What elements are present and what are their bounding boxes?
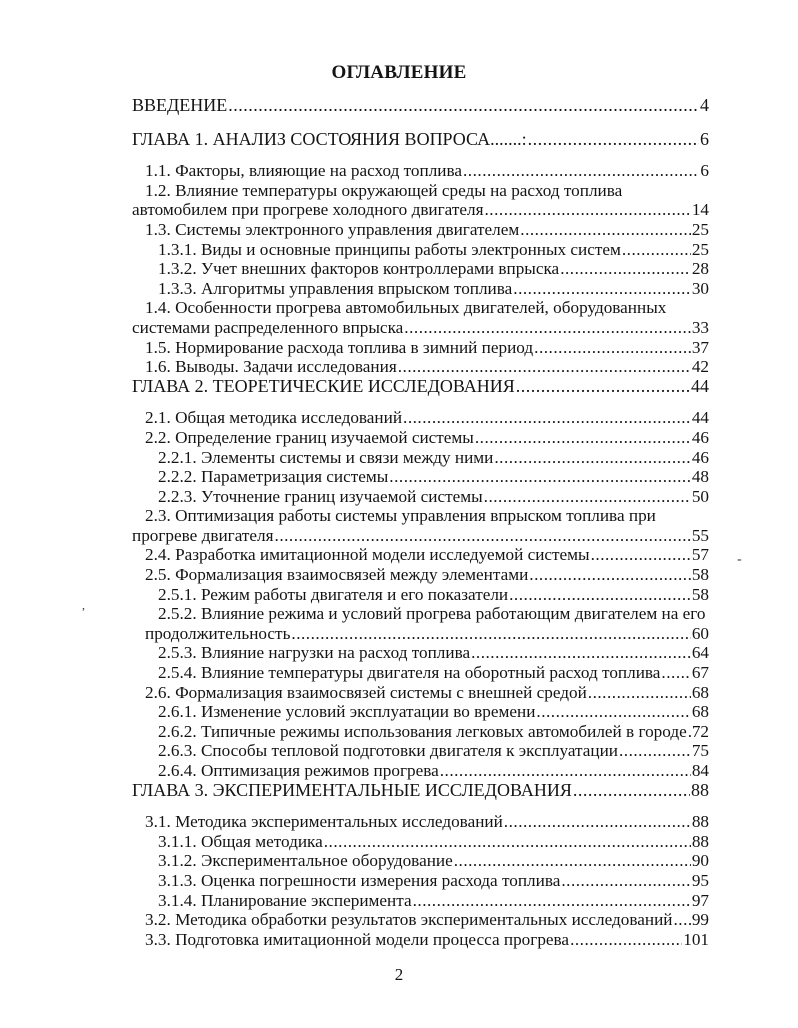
toc-entry-2-2-2[interactable]: 2.2.2. Параметризация системы ..... 48: [132, 467, 709, 487]
toc-entry-1-3-2[interactable]: 1.3.2. Учет внешних факторов контроллерами впрыска ..... 28: [132, 259, 709, 279]
toc-entry-2-6-2[interactable]: 2.6.2. Типичные режимы использования легковых автомобилей в городе ..... 72: [132, 722, 709, 742]
toc-title: ОГЛАВЛЕНИЕ: [331, 62, 467, 83]
toc-entry-2-2-3[interactable]: 2.2.3. Уточнение границ изучаемой системы ..... 50: [132, 487, 709, 507]
toc-entry-2-4[interactable]: 2.4. Разработка имитационной модели исследуемой системы ..... 57: [132, 545, 709, 565]
toc-entry-2-5-1[interactable]: 2.5.1. Режим работы двигателя и его показатели ..... 58: [132, 585, 709, 605]
toc-entry-1-4[interactable]: 1.4. Особенности прогрева автомобильных двигателей, оборудованных: [145, 298, 667, 318]
toc-entry-1-2[interactable]: 1.2. Влияние температуры окружающей среды на расход топлива: [145, 180, 623, 200]
toc-entry-2-6-1[interactable]: 2.6.1. Изменение условий эксплуатации во времени ..... 68: [132, 702, 709, 722]
toc-entry-3-1[interactable]: 3.1. Методика экспериментальных исследований ..... 88: [132, 812, 709, 832]
toc-entry-2-5-3[interactable]: 2.5.3. Влияние нагрузки на расход топлива ..... 64: [132, 643, 709, 663]
toc-entry-2-5-4[interactable]: 2.5.4. Влияние температуры двигателя на оборотный расход топлива ..... 67: [132, 663, 709, 683]
toc-entry-chapter-2[interactable]: ГЛАВА 2. ТЕОРЕТИЧЕСКИЕ ИССЛЕДОВАНИЯ ..... 44: [132, 377, 709, 397]
toc-entry-2-1[interactable]: 2.1. Общая методика исследований ..... 44: [132, 408, 709, 428]
scan-artifact-mark: ,: [82, 598, 85, 612]
toc-entry-2-5[interactable]: 2.5. Формализация взаимосвязей между элементами ..... 58: [132, 565, 709, 585]
toc-entry-3-1-1[interactable]: 3.1.1. Общая методика ..... 88: [132, 832, 709, 852]
toc-entry-2-6-3[interactable]: 2.6.3. Способы тепловой подготовки двигателя к эксплуатации ..... 75: [132, 741, 709, 761]
toc-entry-1-3-3[interactable]: 1.3.3. Алгоритмы управления впрыском топлива ..... 30: [132, 279, 709, 299]
toc-entry-2-5-2[interactable]: 2.5.2. Влияние режима и условий прогрева работающим двигателем на его: [158, 604, 706, 624]
toc-entry-1-2-cont[interactable]: автомобилем при прогреве холодного двигателя ..... 14: [132, 200, 709, 220]
toc-entry-3-1-4[interactable]: 3.1.4. Планирование эксперимента ..... 97: [132, 891, 709, 911]
toc-entry-2-5-2-cont[interactable]: продолжительность ..... 60: [132, 624, 709, 644]
toc-entry-chapter-1[interactable]: ГЛАВА 1. АНАЛИЗ СОСТОЯНИЯ ВОПРОСА.......: ..... 6: [132, 130, 709, 150]
toc-entry-1-6[interactable]: 1.6. Выводы. Задачи исследования ..... 42: [132, 357, 709, 377]
toc-entry-1-1[interactable]: 1.1. Факторы, влияющие на расход топлива ..... 6: [132, 161, 709, 181]
toc-entry-3-1-2[interactable]: 3.1.2. Экспериментальное оборудование ..... 90: [132, 851, 709, 871]
toc-entry-2-3-cont[interactable]: прогреве двигателя ..... 55: [132, 526, 709, 546]
toc-entry-3-1-3[interactable]: 3.1.3. Оценка погрешности измерения расхода топлива ..... 95: [132, 871, 709, 891]
toc-entry-3-2[interactable]: 3.2. Методика обработки результатов экспериментальных исследований ..... 99: [132, 910, 709, 930]
scan-artifact-dash: -: [737, 552, 742, 567]
toc-entry-3-3[interactable]: 3.3. Подготовка имитационной модели процесса прогрева ..... 101: [132, 930, 709, 950]
toc-entry-chapter-3[interactable]: ГЛАВА 3. ЭКСПЕРИМЕНТАЛЬНЫЕ ИССЛЕДОВАНИЯ ..... 88: [132, 781, 709, 801]
toc-entry-2-6-4[interactable]: 2.6.4. Оптимизация режимов прогрева ..... 84: [132, 761, 709, 781]
toc-entry-introduction[interactable]: ВВЕДЕНИЕ ..... 4: [132, 96, 709, 116]
toc-entry-2-2-1[interactable]: 2.2.1. Элементы системы и связи между ними ..... 46: [132, 448, 709, 468]
page-number: 2: [394, 965, 404, 984]
toc-entry-2-3[interactable]: 2.3. Оптимизация работы системы управления впрыском топлива при: [145, 506, 656, 526]
toc-entry-1-4-cont[interactable]: системами распределенного впрыска ..... 33: [132, 318, 709, 338]
table-of-contents: [132, 96, 709, 949]
toc-entry-2-6[interactable]: 2.6. Формализация взаимосвязей системы с внешней средой ..... 68: [132, 683, 709, 703]
toc-entry-1-3[interactable]: 1.3. Системы электронного управления двигателем ..... 25: [132, 220, 709, 240]
toc-entry-1-5[interactable]: 1.5. Нормирование расхода топлива в зимний период ..... 37: [132, 338, 709, 358]
toc-entry-2-2[interactable]: 2.2. Определение границ изучаемой системы ..... 46: [132, 428, 709, 448]
toc-entry-1-3-1[interactable]: 1.3.1. Виды и основные принципы работы электронных систем ..... 25: [132, 240, 709, 260]
